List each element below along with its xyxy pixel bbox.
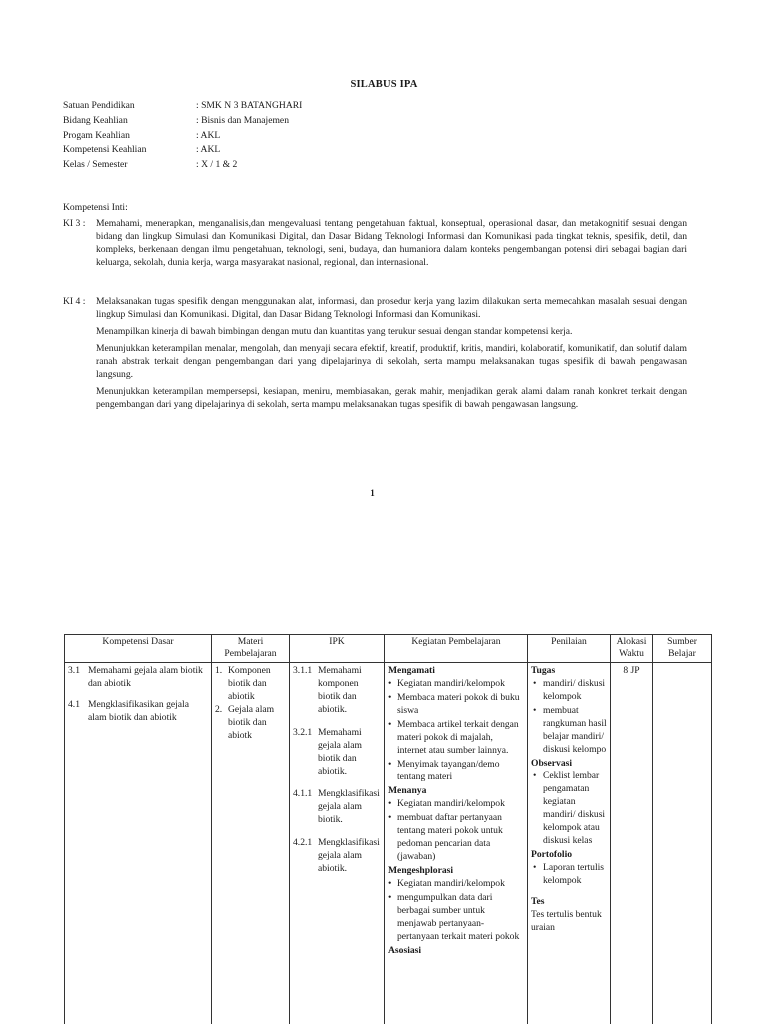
ki3-text: Memahami, menerapkan, menganalisis,dan mengevaluasi tentang pengetahuan faktual, konseptual, operasional dasar, dan metakognitif sesuai dengan bidang dan lingkup Simulasi dan Komunikasi Digital, dan Dasar Bidang Teknologi Informasi dan Komunikasi pada tingkat teknis, spesifik, detil, dan kompleks, berkenaan dengan ilmu pengetahuan, teknologi, seni, budaya, dan humaniora dalam konteks pengembangan potensi diri sebagai bagian dari keluarga, sekolah, dunia kerja, warga masyarakat nasional, regional, dan internasional. bbox=[96, 218, 687, 268]
tes-text: Tes tertulis bentuk uraian bbox=[531, 908, 602, 933]
bullet-icon: • bbox=[533, 770, 537, 782]
identity-value: : X / 1 & 2 bbox=[196, 159, 238, 171]
kd-text: Mengklasifikasikan gejala alam biotik dan abiotik bbox=[88, 698, 189, 723]
identity-value: : AKL bbox=[196, 129, 221, 141]
kegiatan-heading-mengamati: Mengamati bbox=[388, 664, 435, 676]
identity-label: Progam Keahlian bbox=[63, 129, 130, 141]
ipk-text: Memahami komponen biotik dan abiotik. bbox=[318, 664, 362, 715]
identity-block bbox=[63, 100, 463, 174]
list-item bbox=[531, 770, 607, 848]
ki4-paragraph: Melaksanakan tugas spesifik dengan menggunakan alat, informasi, dan prosedur kerja yang lazim dilakukan serta memecahkan masalah sesuai dengan lingkup Simulasi dan Komunikasi. Digital, dan Dasar Bidang Teknologi Informasi dan Komunikasi. bbox=[96, 296, 687, 320]
cell-ipk bbox=[290, 662, 385, 1024]
header-alokasi: Alokasi Waktu bbox=[611, 635, 653, 663]
ipk-text: Mengklasifikasi gejala alam abiotik. bbox=[318, 837, 380, 875]
identity-row bbox=[63, 130, 463, 145]
list-item bbox=[388, 798, 524, 811]
ipk-item bbox=[293, 665, 381, 717]
bullet-icon: • bbox=[388, 677, 392, 689]
list-item-text: Kegiatan mandiri/kelompok bbox=[397, 798, 505, 810]
table-row bbox=[65, 662, 712, 1024]
list-item bbox=[388, 878, 524, 891]
header-sumber: Sumber Belajar bbox=[653, 635, 712, 663]
ipk-text: Mengklasifikasi gejala alam biotik. bbox=[318, 788, 380, 826]
cell-sumber bbox=[653, 662, 712, 1024]
materi-item bbox=[215, 665, 286, 704]
ki4-paragraph: Menunjukkan keterampilan menalar, mengolah, dan menyaji secara efektif, kreatif, produktif, kritis, mandiri, kolaboratif, komunikatif, dan solutif dalam ranah abstrak terkait dengan pengembangan dari yang dipelajarinya di sekolah, serta mampu melaksanakan tugas spesifik di bawah pengawasan langsung. bbox=[96, 342, 687, 380]
ipk-item bbox=[293, 788, 381, 827]
list-item-text: membuat daftar pertanyaan tentang materi pokok untuk pedoman pencarian data (jawaban) bbox=[397, 812, 503, 863]
cell-kompetensi-dasar bbox=[65, 662, 212, 1024]
kd-number: 3.1 bbox=[68, 664, 80, 676]
list-item-text: Menyimak tayangan/demo tentang materi bbox=[397, 758, 500, 783]
cell-penilaian bbox=[528, 662, 611, 1024]
list-item bbox=[388, 759, 524, 785]
kd-number: 4.1 bbox=[68, 698, 80, 710]
list-item bbox=[388, 678, 524, 691]
bullet-icon: • bbox=[388, 691, 392, 703]
list-item-text: membuat rangkuman hasil belajar mandiri/ diskusi kelompo bbox=[543, 704, 607, 755]
list-item-text: Kegiatan mandiri/kelompok bbox=[397, 877, 505, 889]
bullet-icon: • bbox=[388, 798, 392, 810]
bullet-icon: • bbox=[533, 677, 537, 689]
header-ipk: IPK bbox=[290, 635, 385, 663]
kd-item bbox=[68, 665, 208, 691]
header-materi: Materi Pembelajaran bbox=[212, 635, 290, 663]
identity-value: : AKL bbox=[196, 144, 221, 156]
list-item bbox=[388, 812, 524, 864]
identity-row bbox=[63, 115, 463, 130]
ipk-text: Memahami gejala alam biotik dan abiotik. bbox=[318, 726, 362, 777]
penilaian-heading-portofolio: Portofolio bbox=[531, 849, 573, 861]
ki4-paragraph: Menampilkan kinerja di bawah bimbingan dengan mutu dan kuantitas yang terukur sesuai dengan standar kompetensi kerja. bbox=[96, 325, 573, 337]
materi-number: 2. bbox=[215, 703, 223, 715]
identity-row bbox=[63, 100, 463, 115]
identity-label: Bidang Keahlian bbox=[63, 114, 128, 126]
bullet-icon: • bbox=[533, 862, 537, 873]
bullet-icon: • bbox=[388, 891, 392, 903]
ki4-section bbox=[63, 296, 687, 416]
identity-label: Kelas / Semester bbox=[63, 159, 128, 171]
header-kegiatan: Kegiatan Pembelajaran bbox=[385, 635, 528, 663]
identity-label: Kompetensi Keahlian bbox=[63, 144, 147, 156]
cell-materi bbox=[212, 662, 290, 1024]
identity-value: : SMK N 3 BATANGHARI bbox=[196, 100, 303, 111]
list-item bbox=[531, 678, 607, 704]
ipk-number: 4.1.1 bbox=[293, 788, 313, 800]
header-kompetensi-dasar: Kompetensi Dasar bbox=[65, 635, 212, 663]
kd-item bbox=[68, 699, 208, 725]
penilaian-heading-tugas: Tugas bbox=[531, 664, 556, 676]
table-header-row bbox=[65, 635, 712, 663]
list-item-text: mengumpulkan data dari berbagai sumber untuk menjawab pertanyaan-pertanyaan terkait materi pokok bbox=[397, 891, 520, 942]
list-item-text: Ceklist lembar pengamatan kegiatan mandiri/ diskusi kelompok atau diskusi kelas bbox=[543, 770, 606, 847]
list-item bbox=[531, 705, 607, 757]
list-item-text: Membaca artikel terkait dengan materi pokok di majalah, internet atau sumber lainnya. bbox=[397, 718, 519, 756]
bullet-icon: • bbox=[388, 758, 392, 770]
penilaian-heading-observasi: Observasi bbox=[531, 757, 573, 769]
kegiatan-heading-asosiasi: Asosiasi bbox=[388, 944, 422, 956]
list-item bbox=[388, 719, 524, 758]
ipk-item bbox=[293, 727, 381, 779]
identity-row bbox=[63, 144, 463, 159]
ki3-label: KI 3 : bbox=[63, 218, 86, 229]
header-penilaian: Penilaian bbox=[528, 635, 611, 663]
materi-text: Gejala alam biotik dan abiotk bbox=[228, 703, 275, 741]
page-number: 1 bbox=[370, 488, 375, 498]
bullet-icon: • bbox=[388, 877, 392, 889]
bullet-icon: • bbox=[388, 718, 392, 730]
list-item-text: Kegiatan mandiri/kelompok bbox=[397, 677, 505, 689]
kegiatan-heading-mengeksplorasi: Mengeshplorasi bbox=[388, 865, 454, 876]
identity-row bbox=[63, 159, 463, 174]
bullet-icon: • bbox=[388, 812, 392, 824]
materi-number: 1. bbox=[215, 664, 223, 676]
ki4-label: KI 4 : bbox=[63, 296, 86, 307]
materi-item bbox=[215, 704, 286, 743]
bullet-icon: • bbox=[533, 704, 537, 716]
document-title: SILABUS IPA bbox=[350, 79, 418, 90]
list-item bbox=[531, 862, 607, 888]
list-item-text: Membaca materi pokok di buku siswa bbox=[397, 691, 520, 716]
cell-kegiatan bbox=[385, 662, 528, 1024]
syllabus-table bbox=[64, 634, 712, 1024]
cell-alokasi: 8 JP bbox=[611, 662, 653, 1024]
identity-value: : Bisnis dan Manajemen bbox=[196, 114, 289, 126]
list-item-text: mandiri/ diskusi kelompok bbox=[543, 677, 606, 702]
ki4-paragraph: Menunjukkan keterampilan mempersepsi, kesiapan, meniru, membiasakan, gerak mahir, menjadikan gerak alami dalam ranah konkret terkait dengan pengembangan dari yang dipelajarinya di sekolah, serta mampu melaksanakan tugas spesifik di bawah pengawasan langsung. bbox=[96, 385, 687, 410]
penilaian-heading-tes: Tes bbox=[531, 895, 545, 907]
ipk-number: 3.2.1 bbox=[293, 726, 313, 738]
kegiatan-heading-menanya: Menanya bbox=[388, 785, 427, 797]
kd-text: Memahami gejala alam biotik dan abiotik bbox=[88, 664, 203, 689]
ipk-number: 3.1.1 bbox=[293, 664, 313, 676]
ki-heading: Kompetensi Inti: bbox=[63, 202, 128, 213]
list-item bbox=[388, 892, 524, 944]
identity-label: Satuan Pendidikan bbox=[63, 100, 135, 111]
list-item bbox=[388, 692, 524, 718]
ipk-item bbox=[293, 837, 381, 876]
ki3-section bbox=[63, 218, 687, 274]
materi-text: Komponen biotik dan abiotik bbox=[228, 664, 271, 702]
list-item-text: Laporan tertulis kelompok bbox=[543, 862, 605, 886]
ipk-number: 4.2.1 bbox=[293, 837, 313, 849]
